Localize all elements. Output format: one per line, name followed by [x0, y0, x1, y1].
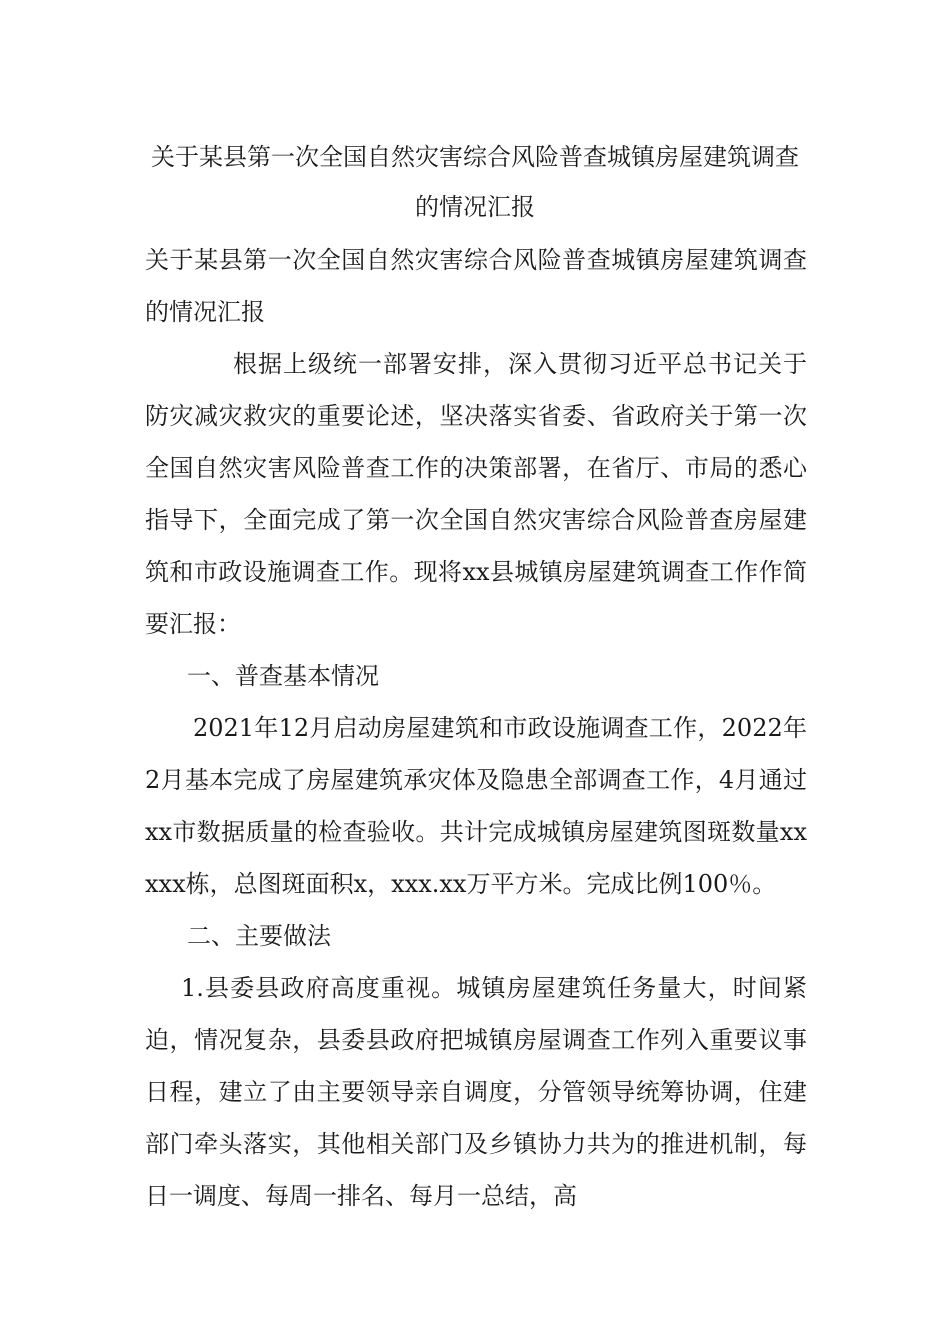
section-1-paragraph: 2021年12月启动房屋建筑和市政设施调查工作，2022年2月基本完成了房屋建筑承灾体及隐患全部调查工作，4月通过xx市数据质量的检查验收。共计完成城镇房屋建筑图斑数量xxxxx栋，总图斑面积x，xxx.xx万平方米。完成比例100％。	[145, 714, 807, 898]
intro-paragraph: 根据上级统一部署安排，深入贯彻习近平总书记关于防灾减灾救灾的重要论述，坚决落实省委、省政府关于第一次全国自然灾害风险普查工作的决策部署，在省厅、市局的悉心指导下，全面完成了第一次全国自然灾害综合风险普查房屋建筑和市政设施调查工作。现将xx县城镇房屋建筑调查工作作简要汇报：	[145, 350, 807, 638]
section-2-heading: 二、主要做法	[187, 922, 331, 950]
section-2-item-1: 1.县委县政府高度重视。城镇房屋建筑任务量大，时间紧迫，情况复杂，县委县政府把城镇房屋调查工作列入重要议事日程，建立了由主要领导亲自调度，分管领导统筹协调，住建部门牵头落实，其他相关部门及乡镇协力共为的推进机制，每日一调度、每周一排名、每月一总结，高	[145, 974, 807, 1210]
document-subtitle: 关于某县第一次全国自然灾害综合风险普查城镇房屋建筑调查的情况汇报	[145, 246, 807, 326]
document-body	[145, 234, 807, 1222]
document-title: 关于某县第一次全国自然灾害综合风险普查城镇房屋建筑调查的情况汇报	[151, 143, 799, 221]
section-1-heading: 一、普查基本情况	[187, 662, 379, 690]
